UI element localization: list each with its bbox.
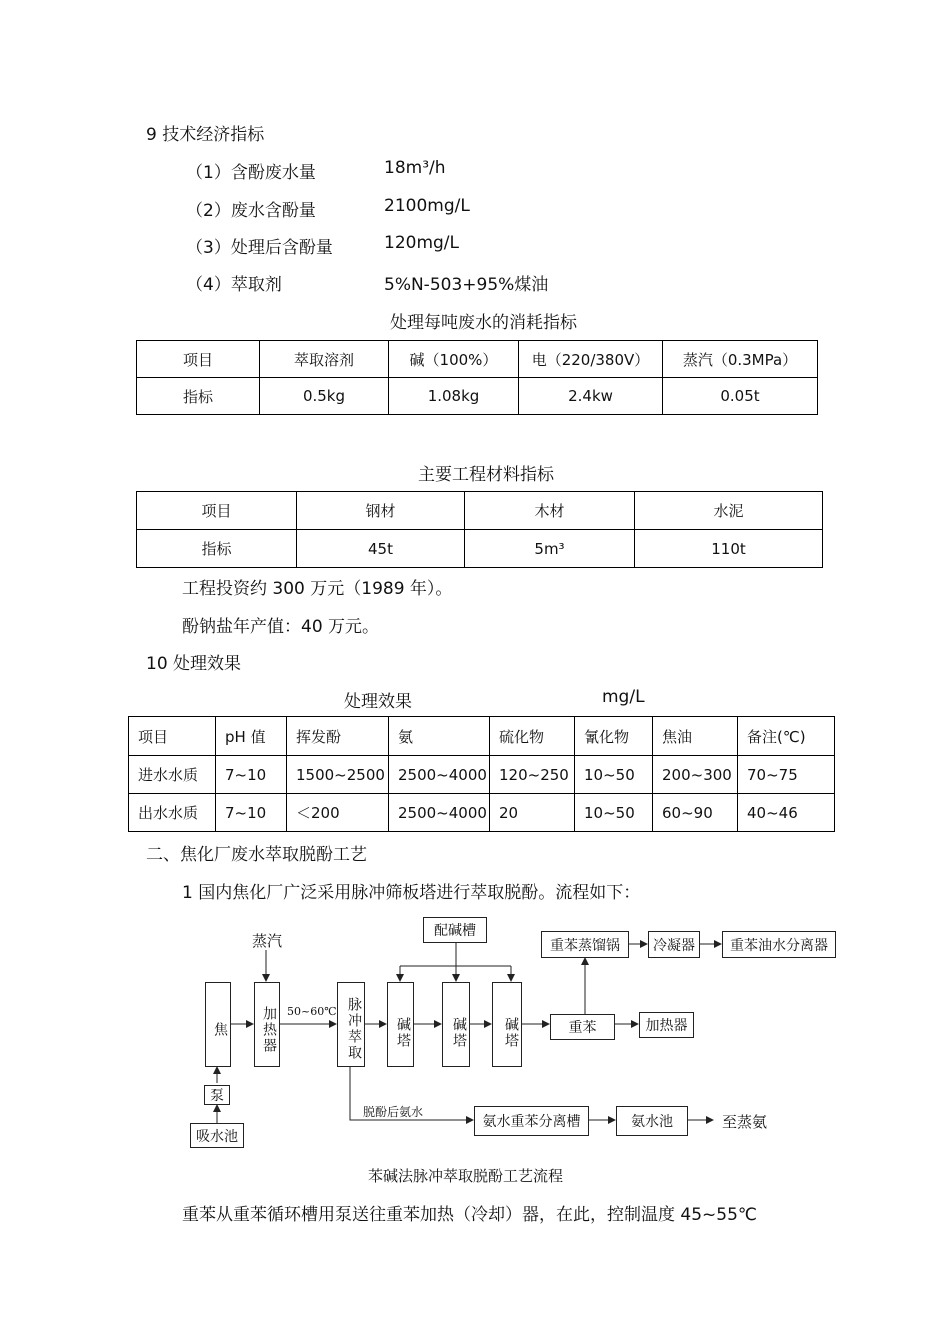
table-cell: 45t xyxy=(297,530,465,568)
table-cell: 萃取溶剂 xyxy=(260,341,389,378)
investment-note: 工程投资约 300 万元（1989 年）。 xyxy=(182,579,453,599)
table-cell: ＜200 xyxy=(287,794,389,832)
alkali-tower-1: 碱塔 xyxy=(387,982,414,1067)
table-cell: 项目 xyxy=(129,717,216,756)
table-cell: 项目 xyxy=(137,341,260,378)
materials-table xyxy=(136,491,823,568)
temperature-label: 50~60℃ xyxy=(287,1005,337,1018)
table-cell: 氨 xyxy=(389,717,490,756)
table-cell: 7~10 xyxy=(216,756,287,794)
spec-value-4: 5%N-503+95%煤油 xyxy=(384,275,549,295)
table-cell: 项目 xyxy=(137,492,297,530)
section10-heading: 10 处理效果 xyxy=(146,654,242,674)
table-header-row xyxy=(129,717,835,756)
effect-table xyxy=(128,716,835,832)
table-cell: 7~10 xyxy=(216,794,287,832)
condenser-box: 冷凝器 xyxy=(648,931,700,958)
output-note: 酚钠盐年产值：40 万元。 xyxy=(182,617,380,637)
table3-caption: 处理效果 xyxy=(344,692,412,712)
alkali-tower-2: 碱塔 xyxy=(442,982,470,1067)
spec-label-4: （4）萃取剂 xyxy=(186,275,282,295)
steam-label: 蒸汽 xyxy=(252,932,283,950)
table-cell: 1.08kg xyxy=(389,378,519,415)
table-cell: 挥发酚 xyxy=(287,717,389,756)
oil-water-separator-box: 重苯油水分离器 xyxy=(722,931,836,958)
table-cell: 木材 xyxy=(465,492,635,530)
table-cell: 硫化物 xyxy=(490,717,575,756)
alkali-tank-box: 配碱槽 xyxy=(423,917,487,943)
table2-caption: 主要工程材料指标 xyxy=(418,465,554,485)
suction-pool-box: 吸水池 xyxy=(190,1123,244,1148)
pump-box: 泵 xyxy=(204,1085,230,1105)
table-header-row xyxy=(137,341,818,378)
heater-box: 加热器 xyxy=(254,982,280,1067)
pulse-extraction-box: 脉冲萃取 xyxy=(337,982,365,1067)
table-cell: 电（220/380V） xyxy=(519,341,663,378)
table-cell: 0.5kg xyxy=(260,378,389,415)
spec-label-1: （1）含酚废水量 xyxy=(186,163,316,183)
table-cell: 蒸汽（0.3MPa） xyxy=(663,341,818,378)
table-cell: 60~90 xyxy=(653,794,738,832)
table3-unit: mg/L xyxy=(602,687,645,707)
table-row xyxy=(137,378,818,415)
coke-box: 焦 xyxy=(205,982,231,1067)
ammonia-benzene-separator-box: 氨水重苯分离槽 xyxy=(474,1106,589,1136)
part2-heading: 二、焦化厂废水萃取脱酚工艺 xyxy=(146,845,367,865)
table-cell: 2500~4000 xyxy=(389,794,490,832)
table-cell: 水泥 xyxy=(635,492,823,530)
table1-caption: 处理每吨废水的消耗指标 xyxy=(390,313,577,333)
spec-value-1: 18m³/h xyxy=(384,158,446,178)
table-cell: 出水水质 xyxy=(129,794,216,832)
dephenolized-ammonia-label: 脱酚后氨水 xyxy=(363,1105,424,1119)
table-cell: 碱（100%） xyxy=(389,341,519,378)
spec-value-2: 2100mg/L xyxy=(384,196,470,216)
table-cell: 20 xyxy=(490,794,575,832)
table-cell: 110t xyxy=(635,530,823,568)
table-cell: 氰化物 xyxy=(575,717,653,756)
table-cell: 120~250 xyxy=(490,756,575,794)
distillation-pot-box: 重苯蒸馏锅 xyxy=(541,931,629,958)
alkali-tower-3: 碱塔 xyxy=(492,982,522,1067)
heater-2-box: 加热器 xyxy=(639,1012,694,1038)
table-cell: 钢材 xyxy=(297,492,465,530)
table-cell: 进水水质 xyxy=(129,756,216,794)
table-row xyxy=(137,530,823,568)
table-cell: 200~300 xyxy=(653,756,738,794)
part2-intro: 1 国内焦化厂广泛采用脉冲筛板塔进行萃取脱酚。流程如下： xyxy=(182,883,641,903)
heavy-benzene-box: 重苯 xyxy=(550,1014,615,1040)
section9-heading: 9 技术经济指标 xyxy=(146,125,265,145)
table-cell: 0.05t xyxy=(663,378,818,415)
table-cell: pH 值 xyxy=(216,717,287,756)
table-cell: 10~50 xyxy=(575,794,653,832)
spec-value-3: 120mg/L xyxy=(384,233,459,253)
diagram-caption: 苯碱法脉冲萃取脱酚工艺流程 xyxy=(368,1167,564,1185)
spec-label-2: （2）废水含酚量 xyxy=(186,201,316,221)
table-cell: 1500~2500 xyxy=(287,756,389,794)
table-cell: 10~50 xyxy=(575,756,653,794)
table-cell: 2500~4000 xyxy=(389,756,490,794)
table-cell: 70~75 xyxy=(738,756,835,794)
table-row xyxy=(129,756,835,794)
table-cell: 指标 xyxy=(137,378,260,415)
table-row xyxy=(129,794,835,832)
table-cell: 备注(℃) xyxy=(738,717,835,756)
table-cell: 40~46 xyxy=(738,794,835,832)
table-header-row xyxy=(137,492,823,530)
consumption-table xyxy=(136,340,818,415)
to-ammonia-stripping-label: 至蒸氨 xyxy=(722,1113,768,1131)
spec-label-3: （3）处理后含酚量 xyxy=(186,238,333,258)
table-cell: 2.4kw xyxy=(519,378,663,415)
table-cell: 5m³ xyxy=(465,530,635,568)
table-cell: 焦油 xyxy=(653,717,738,756)
ammonia-pool-box: 氨水池 xyxy=(616,1106,688,1136)
table-cell: 指标 xyxy=(137,530,297,568)
closing-paragraph: 重苯从重苯循环槽用泵送往重苯加热（冷却）器，在此，控制温度 45~55℃ xyxy=(182,1205,758,1225)
